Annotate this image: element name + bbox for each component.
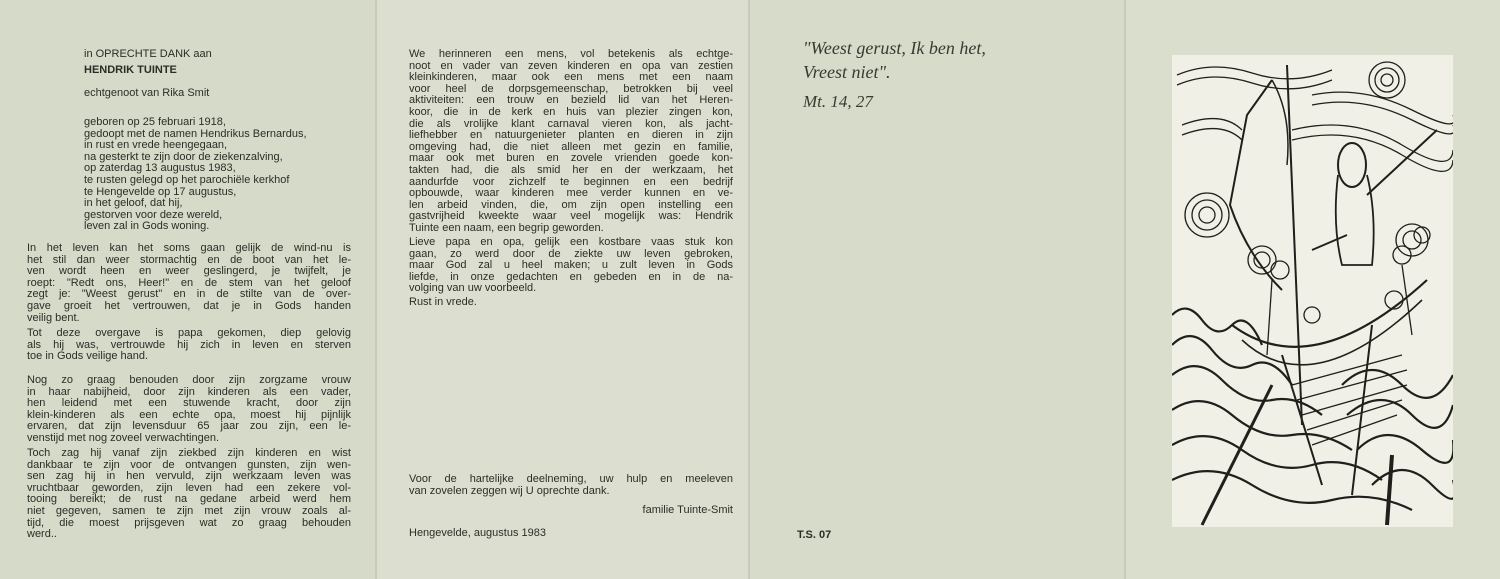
deceased-name: HENDRIK TUINTE [84,63,177,76]
family-signature [409,505,733,517]
text-line: Voor de hartelijke deelneming, uw hulp en meeleven [409,473,733,485]
text-line: na gesterkt te zijn door de ziekenzalving, [84,150,283,163]
text-line: als hij was, vertrouwde hij zich in leven en sterven [27,338,351,351]
text-line: zegt je: "Weest gerust" en in de stilte van de over- [27,288,351,301]
text-line: sen zag hij in hen vervuld, zijn werkzaam leven was [27,470,351,483]
text-line: op zaterdag 13 augustus 1983, [84,162,236,175]
text-line: in het geloof, dat hij, [84,197,183,210]
text-line: niet gegeven, samen te zijn met zijn vrouw zoals al- [27,504,351,517]
text-line: liefhebber en natuurgenieter planten en dieren in zijn [409,129,733,142]
text-line: gestorven voor deze wereld, [84,208,223,221]
text-line: aktiviteiten: een trouw en bezield lid van het Heren- [409,94,733,107]
text-line: gastvrijheid kweekte waar veel mogelijk was: Hendrik [409,210,733,223]
text-line: takten had, die als smid her en der werkzaam, het [409,163,733,176]
intro-text: in OPRECHTE DANK aan [84,48,212,60]
dedication-header [84,49,354,100]
text-line: maar God zal u heel maken; u zult leven in Gods [409,259,733,272]
text-line: te rusten gelegd op het parochiële kerkhof [84,173,290,186]
text-line: Tuinte een naam, een begrip geworden. [409,221,604,234]
family-text: familie Tuinte-Smit [642,504,733,516]
text-line: dankbaar te zijn voor de ontvangen gunsten, zijn wen- [27,458,351,471]
text-line: veilig bent. [27,311,80,324]
text-line: tooing bereikt; de rust na gedane arbeid werd hem [27,493,351,506]
code-text: T.S. 07 [797,529,832,541]
boat-illustration [1172,55,1453,527]
text-line: len arbeid vinden, die, om zijn open instelling een [409,198,733,211]
text-line: maar ook met buren en zovele vrienden goede kon- [409,152,733,165]
text-line: gave groeit het vertrouwen, dat je in Gods handen [27,299,351,312]
place-date [409,528,733,540]
text-line: het stil dan weer stormachtig en de boot van het le- [27,253,351,266]
scripture-quote [803,36,1103,112]
text-line: toe in Gods veilige hand. [27,350,149,363]
text-line: tijd, die moest prijsgeven wat zo graag behouden [27,516,351,529]
text-line: roept: "Redt ons, Heer!" en de stem van het geloof [27,276,351,289]
text-line: omgeving had, die niet alleen met gezin en familie, [409,140,733,153]
text-line: hen leidend met een stuwende kracht, door zijn [27,397,351,410]
place-date-text: Hengevelde, augustus 1983 [409,527,546,539]
paragraph [409,237,733,295]
text-line: Lieve papa en opa, gelijk een kostbare vaas stuk kon [409,236,733,248]
text-line: van zovelen zeggen wij U oprechte dank. [409,484,610,497]
card-code [797,525,831,543]
text-line: te Hengevelde op 17 augustus, [84,185,237,198]
text-line: ven wordt heen en weer geslingerd, je twijfelt, je [27,265,351,278]
spouse-text: echtgenoot van Rika Smit [84,87,210,100]
paragraph [27,243,351,324]
text-line: werd.. [27,528,57,541]
text-line: Nog zo graag benouden door zijn zorgzame vrouw [27,374,351,386]
text-line: aandurfde voor zichzelf te beginnen en een bedrijf [409,175,733,188]
rest-in-peace [409,297,733,309]
text-line: in rust en vrede heengegaan, [84,139,228,152]
text-line: in haar nabijheid, door zijn kinderen als een vader, [27,385,351,398]
paragraph [27,448,351,541]
rest-text: Rust in vrede. [409,296,477,308]
text-line: gaan, zo werd door de ziekte uw leven gebroken, [409,247,733,260]
text-line: vruchtbaar geworden, zijn leven had een zekere vol- [27,481,351,494]
quote-line: Vreest niet". [803,62,891,82]
text-line: In het leven kan het soms gaan gelijk de wind-nu is [27,242,351,254]
text-line: die als vrolijke klant carnaval vieren kon, als jacht- [409,117,733,130]
quote-line: "Weest gerust, Ik ben het, [803,38,986,58]
text-line: venstijd met nog zoveel verwachtingen. [27,431,219,444]
text-line: Tot deze overgave is papa gekomen, diep gelovig [27,327,351,339]
fold-line [748,0,750,579]
text-line: kleinkinderen, maar ook een mens met een naam [409,71,733,84]
paragraph [27,328,351,363]
text-line: voor heel de dorpsgemeenschap, betrokken bij veel [409,82,733,95]
text-line: liefde, in onze gedachten en gebeden en in de na- [409,270,733,283]
fold-line [375,0,377,579]
text-line: volging van uw voorbeeld. [409,282,537,295]
fold-line [1124,0,1126,579]
paragraph [27,375,351,445]
text-line: koor, die in de kerk en huis van plezier zingen kon, [409,105,733,118]
text-line: gedoopt met de namen Hendrikus Bernardus, [84,127,307,140]
life-details [84,117,364,233]
text-line: klein-kinderen als een echte opa, moest hij pijnlijk [27,408,351,421]
text-line: opbouwde, waar kinderen mee verder kunnen en ve- [409,187,733,200]
thanks-paragraph [409,474,733,497]
paragraph [409,49,733,235]
text-line: We herinneren een mens, vol betekenis als echtge- [409,48,733,60]
woodcut-drawing [1172,55,1453,527]
text-line: noot en vader van zeven kinderen en opa van zestien [409,59,733,72]
text-line: geboren op 25 februari 1918, [84,116,226,128]
scripture-reference: Mt. 14, 27 [803,92,873,111]
text-line: ervaren, dat zijn levensduur 65 jaar zou zijn, een le- [27,420,351,433]
text-line: Toch zag hij vanaf zijn ziekbed zijn kinderen en wist [27,447,351,459]
text-line: leven zal in Gods woning. [84,220,210,233]
